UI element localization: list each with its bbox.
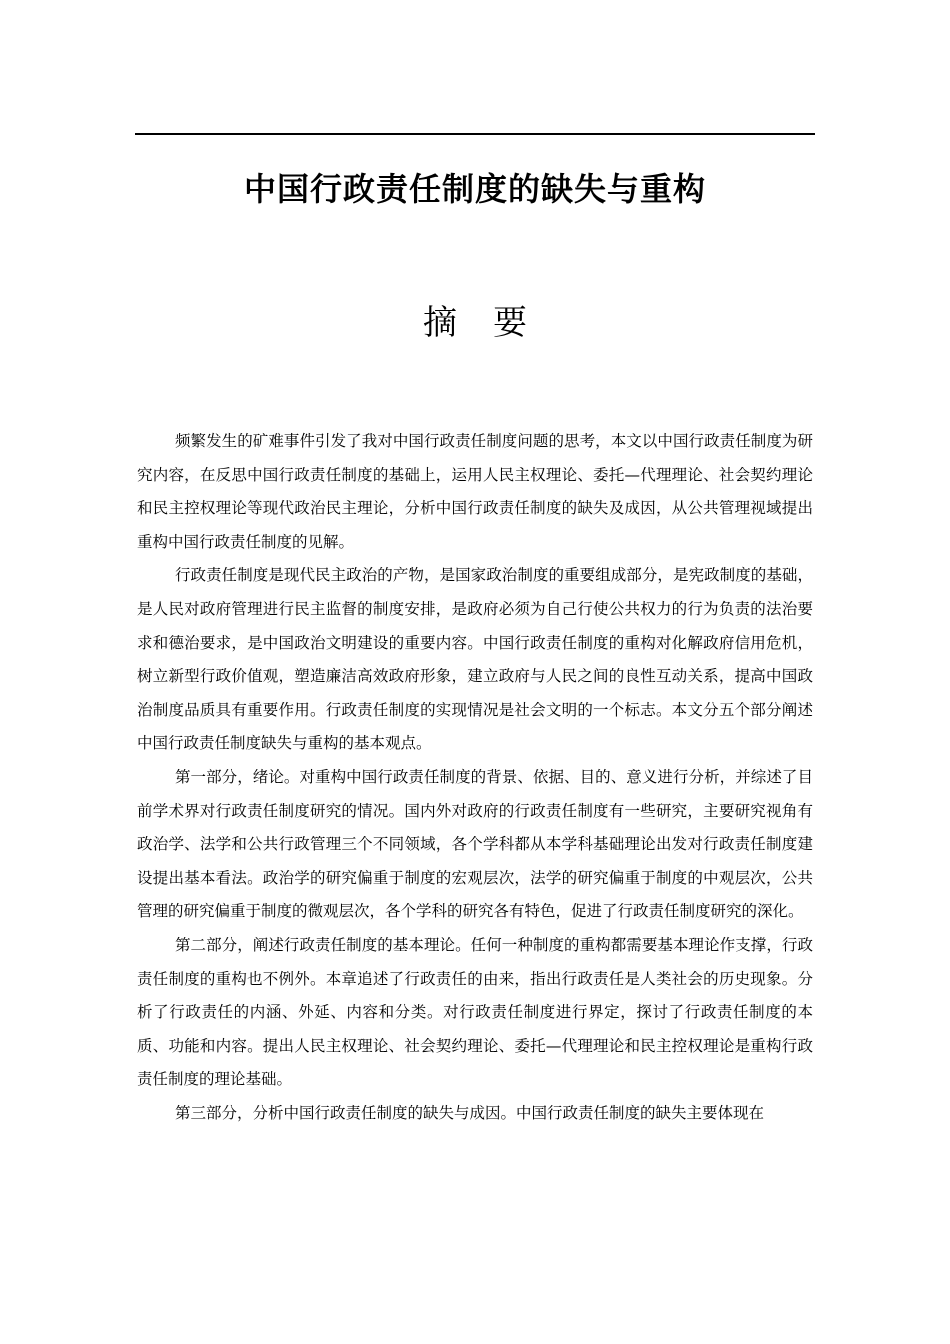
abstract-paragraph: 第一部分，绪论。对重构中国行政责任制度的背景、依据、目的、意义进行分析，并综述了目前学术界对行政责任制度研究的情况。国内外对政府的行政责任制度有一些研究，主要研究视角有政治学、法学和公共行政管理三个不同领域，各个学科都从本学科基础理论出发对行政责任制度建设提出基本看法。政治学的研究偏重于制度的宏观层次，法学的研究偏重于制度的中观层次，公共管理的研究偏重于制度的微观层次，各个学科的研究各有特色，促进了行政责任制度研究的深化。 [137, 767, 813, 921]
document-title: 中国行政责任制度的缺失与重构 [243, 170, 706, 208]
abstract-heading-char: 要 [493, 303, 527, 343]
abstract-paragraph: 第二部分，阐述行政责任制度的基本理论。任何一种制度的重构都需要基本理论作支撑，行政责任制度的重构也不例外。本章追述了行政责任的由来，指出行政责任是人类社会的历史现象。分析了行政责任的内涵、外延、内容和分类。对行政责任制度进行界定，探讨了行政责任制度的本质、功能和内容。提出人民主权理论、社会契约理论、委托—代理理论和民主控权理论是重构行政责任制度的理论基础。 [137, 935, 813, 1089]
abstract-heading-char: 摘 [423, 303, 457, 343]
abstract-paragraph: 行政责任制度是现代民主政治的产物，是国家政治制度的重要组成部分，是宪政制度的基础，是人民对政府管理进行民主监督的制度安排，是政府必须为自己行使公共权力的行为负责的法治要求和德治要求，是中国政治文明建设的重要内容。中国行政责任制度的重构对化解政府信用危机，树立新型行政价值观，塑造廉洁高效政府形象，建立政府与人民之间的良性互动关系，提高中国政治制度品质具有重要作用。行政责任制度的实现情况是社会文明的一个标志。本文分五个部分阐述中国行政责任制度缺失与重构的基本观点。 [137, 566, 813, 753]
abstract-paragraph: 频繁发生的矿难事件引发了我对中国行政责任制度问题的思考，本文以中国行政责任制度为研究内容，在反思中国行政责任制度的基础上，运用人民主权理论、委托—代理理论、社会契约理论和民主控权理论等现代政治民主理论，分析中国行政责任制度的缺失及成因，从公共管理视域提出重构中国行政责任制度的见解。 [137, 432, 813, 551]
abstract-body [137, 425, 813, 1130]
header-rule [135, 133, 815, 135]
abstract-paragraph: 第三部分，分析中国行政责任制度的缺失与成因。中国行政责任制度的缺失主要体现在 [174, 1103, 764, 1122]
abstract-heading [135, 297, 815, 349]
